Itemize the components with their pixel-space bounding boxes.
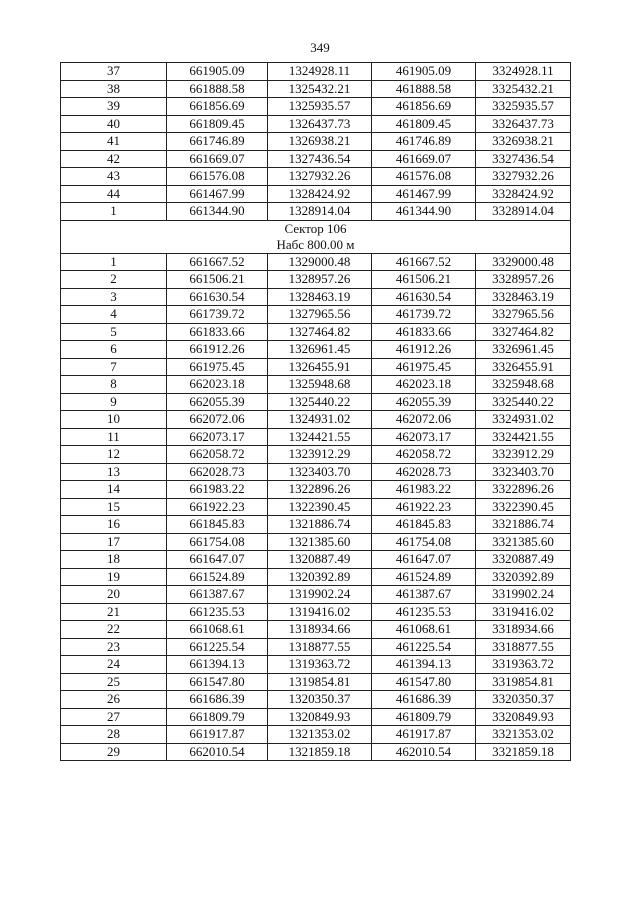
point-number-cell: 1	[61, 203, 167, 221]
table-row	[61, 168, 571, 186]
table-row	[61, 63, 571, 81]
coordinate-cell: 461667.52	[372, 253, 476, 271]
coordinate-cell: 461630.54	[372, 288, 476, 306]
point-number-cell: 21	[61, 603, 167, 621]
table-row	[61, 603, 571, 621]
coordinate-cell: 3326437.73	[476, 115, 571, 133]
coordinate-cell: 461669.07	[372, 150, 476, 168]
point-number-cell: 5	[61, 323, 167, 341]
coordinate-cell: 461506.21	[372, 271, 476, 289]
coordinate-cell: 662028.73	[167, 463, 268, 481]
coordinate-cell: 661845.83	[167, 516, 268, 534]
point-number-cell: 23	[61, 638, 167, 656]
point-number-cell: 22	[61, 621, 167, 639]
table-row	[61, 288, 571, 306]
coordinate-cell: 1319854.81	[268, 673, 372, 691]
table-row	[61, 376, 571, 394]
table-row	[61, 271, 571, 289]
coordinate-cell: 3319902.24	[476, 586, 571, 604]
coordinate-cell: 461975.45	[372, 358, 476, 376]
point-number-cell: 20	[61, 586, 167, 604]
table-row	[61, 185, 571, 203]
coordinate-cell: 3328914.04	[476, 203, 571, 221]
coordinate-cell: 461917.87	[372, 726, 476, 744]
point-number-cell: 17	[61, 533, 167, 551]
coordinate-cell: 3324931.02	[476, 411, 571, 429]
coordinate-cell: 3326455.91	[476, 358, 571, 376]
coordinate-cell: 1321859.18	[268, 743, 372, 761]
coordinate-cell: 662055.39	[167, 393, 268, 411]
point-number-cell: 13	[61, 463, 167, 481]
coordinate-cell: 3319363.72	[476, 656, 571, 674]
table-row	[61, 428, 571, 446]
coordinate-cell: 461754.08	[372, 533, 476, 551]
coordinate-cell: 3323403.70	[476, 463, 571, 481]
coordinate-cell: 461833.66	[372, 323, 476, 341]
coordinate-cell: 662010.54	[167, 743, 268, 761]
table-row	[61, 411, 571, 429]
coordinates-table	[60, 62, 571, 761]
coordinate-cell: 3318877.55	[476, 638, 571, 656]
point-number-cell: 43	[61, 168, 167, 186]
coordinate-cell: 3326961.45	[476, 341, 571, 359]
point-number-cell: 15	[61, 498, 167, 516]
table-row	[61, 253, 571, 271]
point-number-cell: 10	[61, 411, 167, 429]
coordinate-cell: 661387.67	[167, 586, 268, 604]
coordinate-cell: 661547.80	[167, 673, 268, 691]
coordinate-cell: 661647.07	[167, 551, 268, 569]
coordinate-cell: 1325432.21	[268, 80, 372, 98]
table-row	[61, 568, 571, 586]
coordinate-cell: 461856.69	[372, 98, 476, 116]
table-row	[61, 463, 571, 481]
coordinate-cell: 662023.18	[167, 376, 268, 394]
coordinate-cell: 1328424.92	[268, 185, 372, 203]
coordinate-cell: 1326961.45	[268, 341, 372, 359]
coordinate-cell: 661344.90	[167, 203, 268, 221]
coordinate-cell: 462073.17	[372, 428, 476, 446]
coordinate-cell: 661739.72	[167, 306, 268, 324]
coordinate-cell: 661905.09	[167, 63, 268, 81]
coordinate-cell: 1327965.56	[268, 306, 372, 324]
point-number-cell: 18	[61, 551, 167, 569]
coordinate-cell: 461524.89	[372, 568, 476, 586]
coordinate-cell: 661856.69	[167, 98, 268, 116]
coordinate-cell: 3322896.26	[476, 481, 571, 499]
coordinate-cell: 661975.45	[167, 358, 268, 376]
coordinate-cell: 1324928.11	[268, 63, 372, 81]
coordinate-cell: 661225.54	[167, 638, 268, 656]
table-row	[61, 638, 571, 656]
coordinate-cell: 3321859.18	[476, 743, 571, 761]
sector-title: Сектор 106	[284, 220, 347, 236]
point-number-cell: 19	[61, 568, 167, 586]
coordinate-cell: 461905.09	[372, 63, 476, 81]
coordinate-cell: 1324931.02	[268, 411, 372, 429]
coordinate-cell: 661746.89	[167, 133, 268, 151]
coordinate-cell: 462023.18	[372, 376, 476, 394]
rows-top-group	[61, 63, 571, 221]
rows-bottom-group	[61, 253, 571, 761]
table-row	[61, 133, 571, 151]
sector-header-row	[61, 220, 571, 253]
table-row	[61, 80, 571, 98]
table-row	[61, 743, 571, 761]
coordinate-cell: 661983.22	[167, 481, 268, 499]
coordinate-cell: 1321385.60	[268, 533, 372, 551]
coordinate-cell: 1319416.02	[268, 603, 372, 621]
coordinate-cell: 661576.08	[167, 168, 268, 186]
coordinate-cell: 1323912.29	[268, 446, 372, 464]
coordinate-cell: 1319902.24	[268, 586, 372, 604]
point-number-cell: 7	[61, 358, 167, 376]
point-number-cell: 9	[61, 393, 167, 411]
coordinate-cell: 461845.83	[372, 516, 476, 534]
point-number-cell: 24	[61, 656, 167, 674]
coordinate-cell: 3325440.22	[476, 393, 571, 411]
sector-header-cell	[61, 220, 571, 253]
coordinate-cell: 1328463.19	[268, 288, 372, 306]
coordinate-cell: 661922.23	[167, 498, 268, 516]
coordinate-cell: 662058.72	[167, 446, 268, 464]
table-row	[61, 393, 571, 411]
coordinate-cell: 661235.53	[167, 603, 268, 621]
table-row	[61, 115, 571, 133]
table-row	[61, 516, 571, 534]
coordinate-cell: 3327464.82	[476, 323, 571, 341]
point-number-cell: 39	[61, 98, 167, 116]
coordinate-cell: 3321886.74	[476, 516, 571, 534]
coordinate-cell: 3320350.37	[476, 691, 571, 709]
coordinate-cell: 461912.26	[372, 341, 476, 359]
table-row	[61, 673, 571, 691]
coordinate-cell: 1319363.72	[268, 656, 372, 674]
coordinate-cell: 661809.79	[167, 708, 268, 726]
coordinate-cell: 1321886.74	[268, 516, 372, 534]
coordinate-cell: 1327932.26	[268, 168, 372, 186]
point-number-cell: 26	[61, 691, 167, 709]
coordinate-cell: 461235.53	[372, 603, 476, 621]
table-row	[61, 306, 571, 324]
coordinate-cell: 3329000.48	[476, 253, 571, 271]
coordinate-cell: 1325935.57	[268, 98, 372, 116]
coordinate-cell: 3324421.55	[476, 428, 571, 446]
coordinate-cell: 1324421.55	[268, 428, 372, 446]
coordinate-cell: 3328463.19	[476, 288, 571, 306]
coordinate-cell: 1325440.22	[268, 393, 372, 411]
coordinate-cell: 661506.21	[167, 271, 268, 289]
coordinate-cell: 461746.89	[372, 133, 476, 151]
point-number-cell: 44	[61, 185, 167, 203]
table-row	[61, 498, 571, 516]
coordinate-cell: 462028.73	[372, 463, 476, 481]
coordinate-cell: 3321385.60	[476, 533, 571, 551]
coordinate-cell: 661394.13	[167, 656, 268, 674]
coordinate-cell: 3324928.11	[476, 63, 571, 81]
coordinate-cell: 3326938.21	[476, 133, 571, 151]
coordinate-cell: 3325935.57	[476, 98, 571, 116]
coordinate-cell: 3320849.93	[476, 708, 571, 726]
coordinate-cell: 3327436.54	[476, 150, 571, 168]
point-number-cell: 14	[61, 481, 167, 499]
coordinate-cell: 1321353.02	[268, 726, 372, 744]
coordinate-cell: 1318934.66	[268, 621, 372, 639]
point-number-cell: 6	[61, 341, 167, 359]
coordinate-cell: 461068.61	[372, 621, 476, 639]
coordinate-cell: 661686.39	[167, 691, 268, 709]
sector-header-group	[61, 220, 571, 253]
coordinate-cell: 461394.13	[372, 656, 476, 674]
point-number-cell: 12	[61, 446, 167, 464]
point-number-cell: 11	[61, 428, 167, 446]
coordinate-cell: 3319854.81	[476, 673, 571, 691]
point-number-cell: 29	[61, 743, 167, 761]
table-row	[61, 341, 571, 359]
coordinate-cell: 1328914.04	[268, 203, 372, 221]
coordinate-cell: 1320392.89	[268, 568, 372, 586]
point-number-cell: 37	[61, 63, 167, 81]
page-number: 349	[310, 40, 330, 55]
coordinate-cell: 461686.39	[372, 691, 476, 709]
point-number-cell: 2	[61, 271, 167, 289]
coordinate-cell: 661467.99	[167, 185, 268, 203]
point-number-cell: 27	[61, 708, 167, 726]
coordinate-cell: 461809.45	[372, 115, 476, 133]
coordinate-cell: 1322390.45	[268, 498, 372, 516]
coordinate-cell: 661754.08	[167, 533, 268, 551]
point-number-cell: 41	[61, 133, 167, 151]
table-row	[61, 551, 571, 569]
coordinate-cell: 661917.87	[167, 726, 268, 744]
table-row	[61, 358, 571, 376]
coordinate-cell: 661630.54	[167, 288, 268, 306]
coordinate-cell: 661524.89	[167, 568, 268, 586]
coordinate-cell: 1327436.54	[268, 150, 372, 168]
point-number-cell: 25	[61, 673, 167, 691]
coordinate-cell: 461225.54	[372, 638, 476, 656]
coordinate-cell: 662073.17	[167, 428, 268, 446]
coordinate-cell: 461547.80	[372, 673, 476, 691]
table-row	[61, 446, 571, 464]
coordinate-cell: 3318934.66	[476, 621, 571, 639]
coordinate-cell: 1326455.91	[268, 358, 372, 376]
point-number-cell: 8	[61, 376, 167, 394]
coordinate-cell: 3327932.26	[476, 168, 571, 186]
coordinate-cell: 1323403.70	[268, 463, 372, 481]
coordinate-cell: 662072.06	[167, 411, 268, 429]
coordinate-cell: 3320887.49	[476, 551, 571, 569]
table-row	[61, 691, 571, 709]
coordinate-cell: 462010.54	[372, 743, 476, 761]
coordinate-cell: 1326437.73	[268, 115, 372, 133]
coordinate-cell: 462072.06	[372, 411, 476, 429]
coordinate-cell: 3325432.21	[476, 80, 571, 98]
coordinate-cell: 461344.90	[372, 203, 476, 221]
coordinate-cell: 3325948.68	[476, 376, 571, 394]
sector-height: Набс 800.00 м	[276, 236, 355, 252]
coordinate-cell: 3327965.56	[476, 306, 571, 324]
coordinate-cell: 461922.23	[372, 498, 476, 516]
point-number-cell: 4	[61, 306, 167, 324]
point-number-cell: 38	[61, 80, 167, 98]
coordinate-cell: 661888.58	[167, 80, 268, 98]
point-number-cell: 28	[61, 726, 167, 744]
table-row	[61, 98, 571, 116]
table-row	[61, 323, 571, 341]
coordinate-cell: 1320849.93	[268, 708, 372, 726]
point-number-cell: 1	[61, 253, 167, 271]
coordinate-cell: 1320350.37	[268, 691, 372, 709]
coordinate-cell: 3321353.02	[476, 726, 571, 744]
coordinate-cell: 462055.39	[372, 393, 476, 411]
point-number-cell: 40	[61, 115, 167, 133]
coordinate-cell: 661833.66	[167, 323, 268, 341]
coordinate-cell: 461739.72	[372, 306, 476, 324]
point-number-cell: 3	[61, 288, 167, 306]
coordinate-cell: 1322896.26	[268, 481, 372, 499]
coordinate-cell: 462058.72	[372, 446, 476, 464]
coordinate-cell: 3328957.26	[476, 271, 571, 289]
coordinate-cell: 661669.07	[167, 150, 268, 168]
coordinate-cell: 1320887.49	[268, 551, 372, 569]
coordinate-cell: 661809.45	[167, 115, 268, 133]
coordinate-cell: 3323912.29	[476, 446, 571, 464]
table-row	[61, 533, 571, 551]
table-row	[61, 150, 571, 168]
coordinate-cell: 461888.58	[372, 80, 476, 98]
coordinate-cell: 1328957.26	[268, 271, 372, 289]
point-number-cell: 42	[61, 150, 167, 168]
coordinate-cell: 661667.52	[167, 253, 268, 271]
coordinate-cell: 461467.99	[372, 185, 476, 203]
coordinate-cell: 1326938.21	[268, 133, 372, 151]
table-row	[61, 708, 571, 726]
coordinate-cell: 461647.07	[372, 551, 476, 569]
table-row	[61, 621, 571, 639]
table-row	[61, 203, 571, 221]
coordinate-cell: 661912.26	[167, 341, 268, 359]
table-row	[61, 586, 571, 604]
table-row	[61, 656, 571, 674]
coordinate-cell: 1327464.82	[268, 323, 372, 341]
point-number-cell: 16	[61, 516, 167, 534]
coordinate-cell: 461983.22	[372, 481, 476, 499]
coordinate-cell: 461809.79	[372, 708, 476, 726]
coordinate-cell: 461576.08	[372, 168, 476, 186]
coordinate-cell: 461387.67	[372, 586, 476, 604]
coordinate-cell: 661068.61	[167, 621, 268, 639]
coordinate-cell: 1325948.68	[268, 376, 372, 394]
coordinate-cell: 3320392.89	[476, 568, 571, 586]
coordinate-cell: 3322390.45	[476, 498, 571, 516]
coordinate-cell: 3328424.92	[476, 185, 571, 203]
coordinate-cell: 1329000.48	[268, 253, 372, 271]
table-row	[61, 481, 571, 499]
coordinate-cell: 1318877.55	[268, 638, 372, 656]
coordinate-cell: 3319416.02	[476, 603, 571, 621]
table-row	[61, 726, 571, 744]
